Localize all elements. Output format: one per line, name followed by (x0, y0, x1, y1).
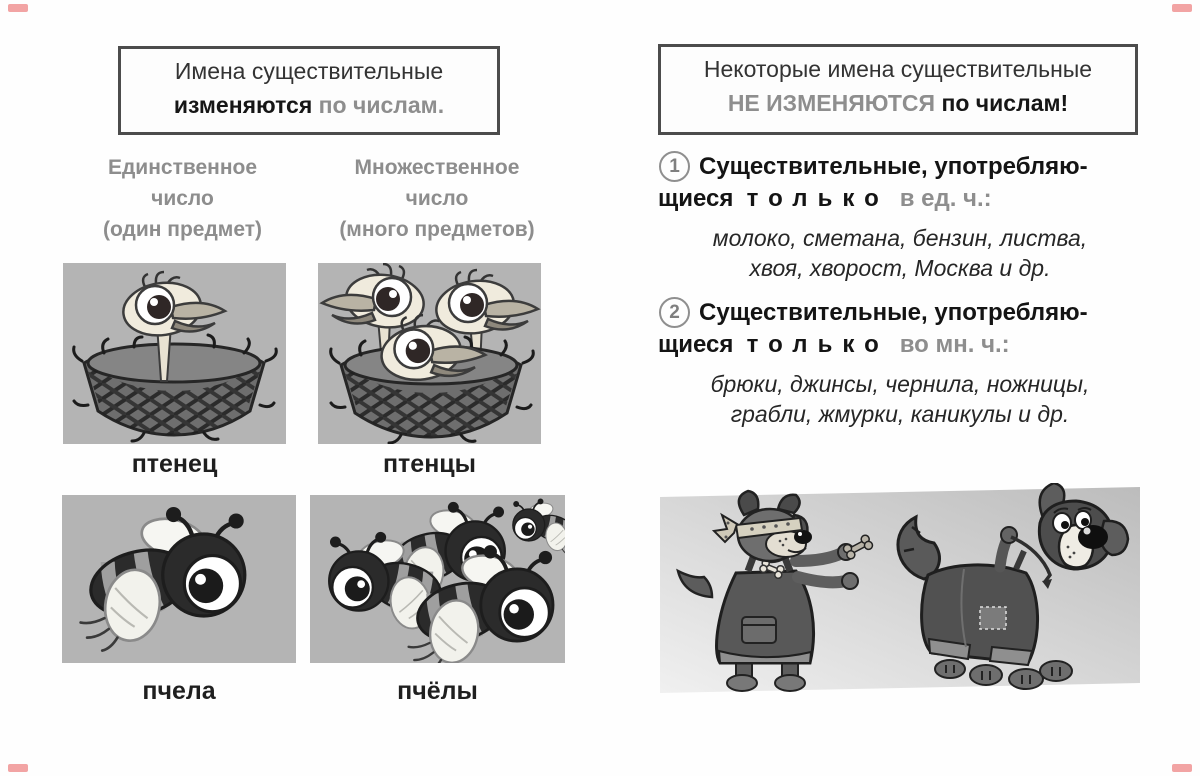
head-word-spaced: только (746, 185, 889, 212)
head-word-spaced: только (746, 331, 889, 358)
rule-gray-phrase: НЕ ИЗМЕНЯЮТСЯ (727, 90, 936, 116)
item1-heading-line1 (659, 151, 1088, 182)
figure-caption: пчела (142, 677, 216, 705)
head-word: щиеся (658, 331, 734, 358)
item1-heading-line2 (658, 185, 992, 213)
head-gray-term: в ед. ч.: (899, 185, 992, 212)
column-header-singular (70, 152, 295, 245)
rule-line2 (661, 86, 1135, 120)
rule-bold-word: изменяются (173, 92, 313, 118)
item-number-badge: 2 (659, 297, 690, 328)
crop-mark-icon (8, 4, 28, 12)
figure-bee-single (62, 495, 296, 663)
one-chick-in-nest-illustration (63, 263, 286, 444)
rule-line2 (121, 88, 497, 122)
item1-examples-line2: хвоя, хворост, Москва и др. (749, 255, 1051, 281)
item2-examples-line1: брюки, джинсы, чернила, ножницы, (710, 371, 1090, 397)
four-bees-illustration (310, 495, 565, 663)
header-line: (много предметов) (339, 218, 535, 241)
crop-mark-icon (1172, 764, 1192, 772)
header-line: (один предмет) (102, 218, 263, 241)
column-header-plural (322, 152, 552, 245)
figure-caption: птенцы (382, 450, 477, 478)
header-line: число (405, 187, 469, 210)
item2-heading-line2 (658, 331, 1010, 359)
figure-bees-plural (310, 495, 565, 663)
figure-dogs (660, 483, 1140, 701)
one-bee-illustration (62, 495, 296, 663)
item2-examples-line2: грабли, жмурки, каникулы и др. (730, 401, 1070, 427)
head-word: щиеся (658, 185, 734, 212)
header-line: Множественное (354, 156, 520, 179)
rule-line1: Некоторые имена существительные (703, 56, 1093, 82)
item2-head-text: Существительные, употребляю- (699, 298, 1088, 326)
three-chicks-in-nest-illustration (318, 263, 541, 444)
crop-mark-icon (1172, 4, 1192, 12)
rule-box-changes (118, 46, 500, 135)
figure-chicks-plural (318, 263, 541, 444)
crop-mark-icon (8, 764, 28, 772)
rule-line1: Имена существительные (174, 58, 444, 84)
figure-chick-single (63, 263, 286, 444)
figure-caption: птенец (131, 450, 218, 478)
item2-heading-line1 (659, 297, 1088, 328)
figure-caption: пчёлы (397, 677, 478, 705)
rule-gray-phrase: по числам. (318, 92, 445, 118)
rule-bold-phrase: по числам! (941, 90, 1069, 116)
item1-head-text: Существительные, употребляю- (699, 152, 1088, 180)
two-dogs-playing-illustration (660, 483, 1140, 701)
item-number-badge: 1 (659, 151, 690, 182)
head-gray-term: во мн. ч.: (899, 331, 1010, 358)
item1-examples-line1: молоко, сметана, бензин, листва, (712, 225, 1088, 251)
header-line: Единственное (107, 156, 258, 179)
rule-box-no-changes (658, 44, 1138, 135)
header-line: число (151, 187, 214, 210)
